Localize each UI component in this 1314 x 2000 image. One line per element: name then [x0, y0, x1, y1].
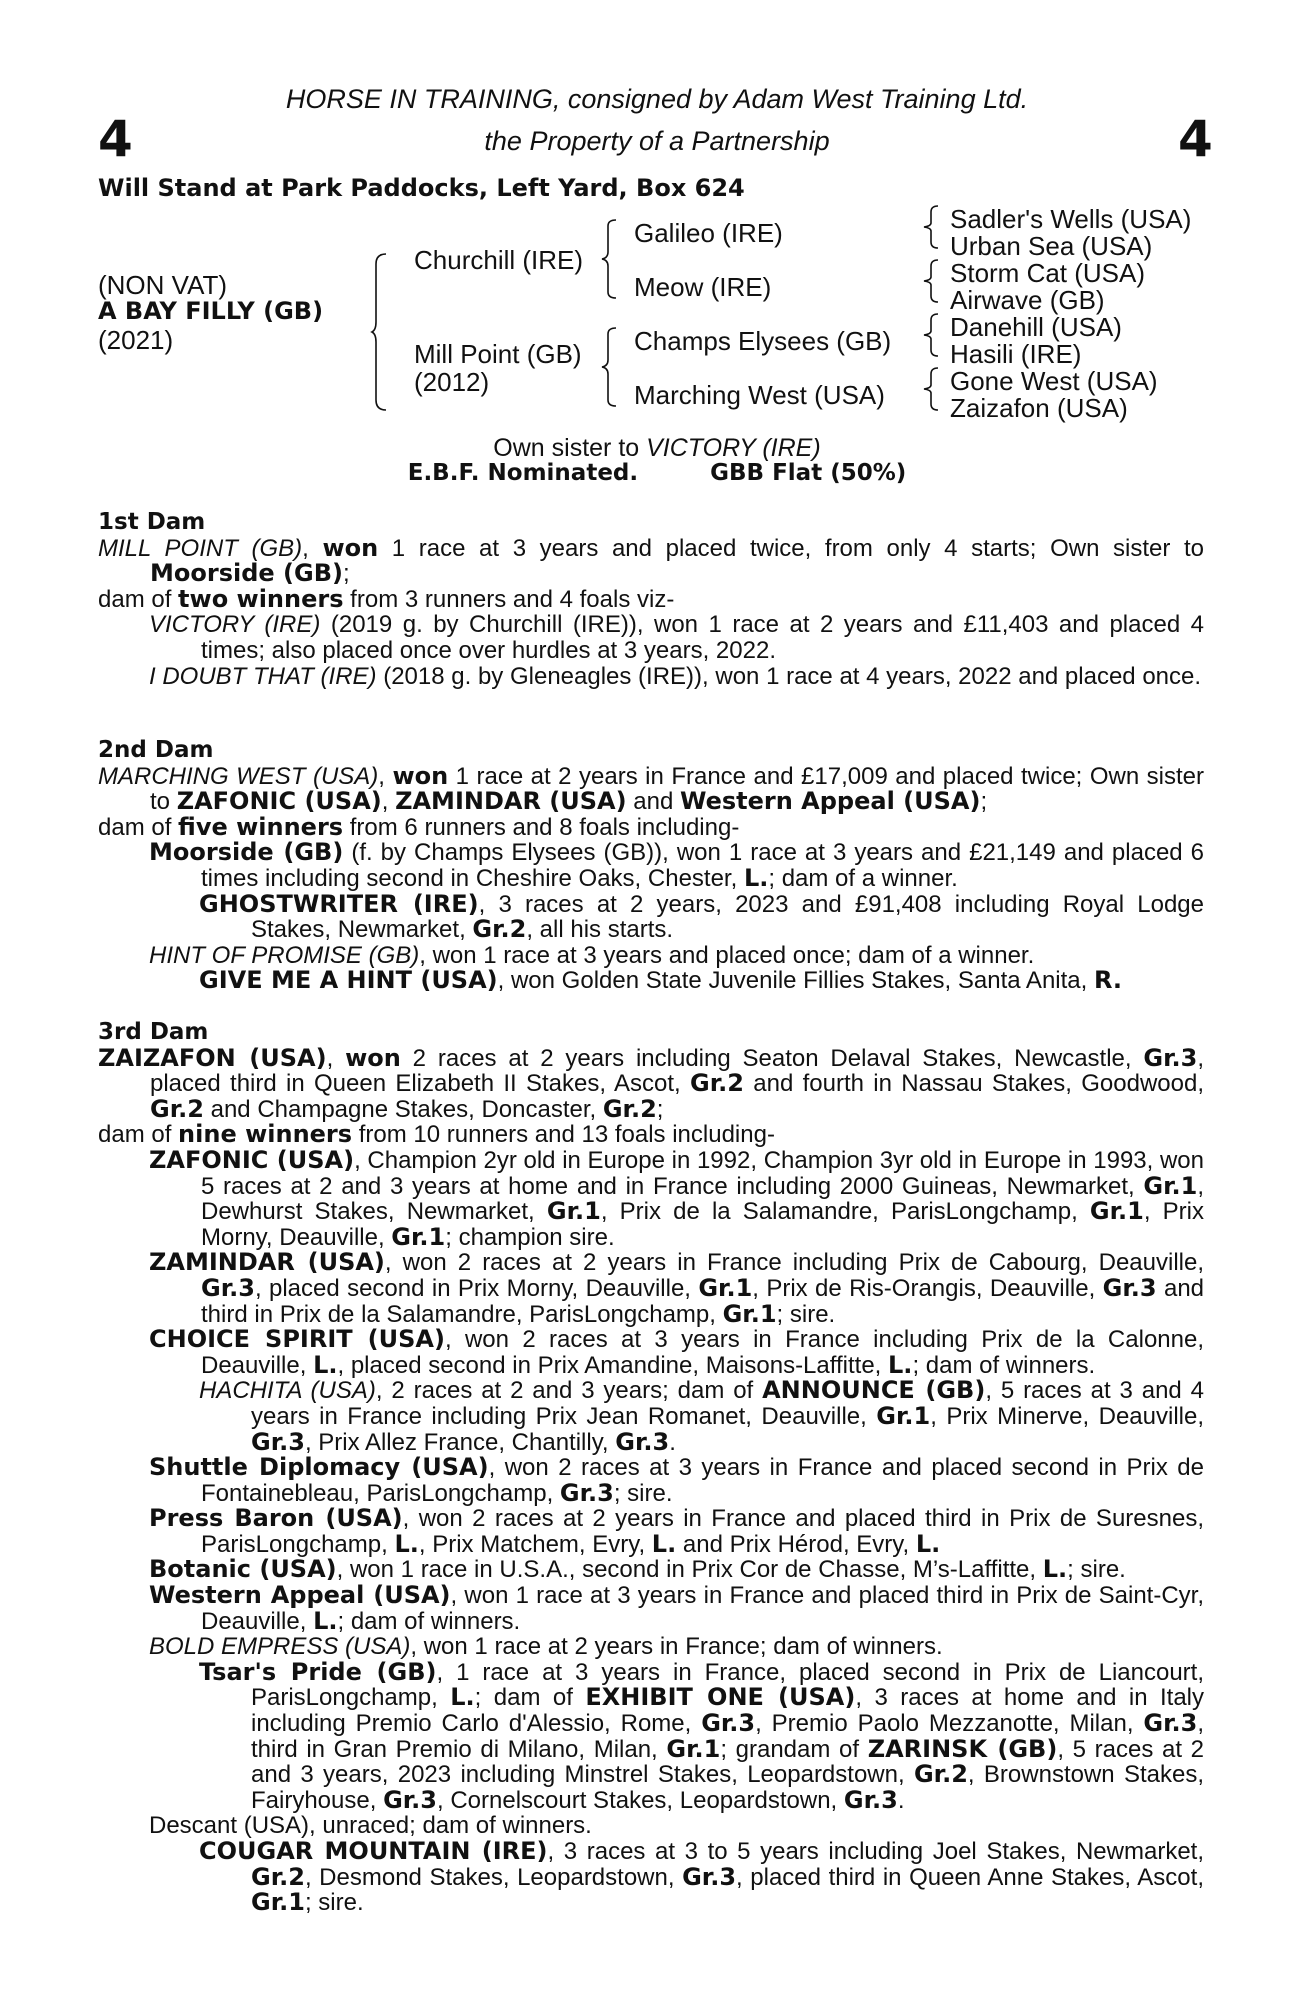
text-run: ,	[381, 788, 396, 816]
produce-record	[98, 1327, 1204, 1378]
pedigree-dds: Gone West (USA)	[950, 366, 1158, 396]
text-run: , won 2 races at 3 years in France including Prix de la Calonne, Deauville,	[201, 1326, 1205, 1379]
pedigree-ssd: Urban Sea (USA)	[950, 231, 1153, 261]
bold-text: Gr.1	[1089, 1197, 1144, 1226]
text-run: , third in Gran Premio di Milano, Milan,	[251, 1710, 1204, 1763]
bold-text: Gr.3	[251, 1427, 305, 1456]
bold-text: L.	[313, 1350, 338, 1379]
pedigree-sds: Storm Cat (USA)	[950, 258, 1146, 288]
vat-status: (NON VAT)	[98, 270, 228, 300]
bold-text: Gr.3	[1143, 1043, 1198, 1072]
text-run: ; dam of a winner.	[768, 864, 958, 892]
text-run: , won Golden State Juvenile Fillies Stakes, Santa Anita,	[497, 967, 1094, 995]
text-run: dam of	[98, 585, 179, 613]
stand-location: Will Stand at Park Paddocks, Left Yard, Box 624	[98, 174, 745, 202]
text-run: .	[897, 1786, 905, 1814]
bold-text: Gr.1	[391, 1222, 446, 1251]
bold-text: Gr.2	[602, 1094, 657, 1123]
bold-text: Gr.2	[913, 1760, 968, 1789]
pedigree-brace-horse	[372, 252, 392, 412]
bold-text: L.	[743, 863, 769, 892]
bold-text: Tsar's Pride (GB)	[199, 1657, 437, 1686]
produce-record	[98, 1378, 1204, 1455]
produce-record	[98, 1634, 1204, 1660]
text-run: , placed second in Prix Amandine, Maisons-Laffitte,	[337, 1351, 889, 1379]
bold-text: Gr.1	[698, 1273, 753, 1302]
bold-text: two winners	[178, 584, 344, 613]
consignor-line: HORSE IN TRAINING, consigned by Adam West Training Ltd.	[285, 84, 1029, 114]
produce-record	[98, 1657, 1205, 1814]
bold-text: Western Appeal (USA)	[679, 787, 981, 816]
text-run: and	[626, 788, 680, 816]
text-run: ; sire.	[776, 1300, 836, 1328]
text-run: , 3 races at home and in Italy including Premio Carlo d'Alessio, Rome,	[251, 1684, 1205, 1738]
produce-record	[98, 1813, 1204, 1839]
text-run: and Champagne Stakes, Doncaster,	[203, 1095, 603, 1123]
text-run: , Prix Allez France, Chantilly,	[304, 1428, 616, 1456]
pedigree-dam-year: (2012)	[414, 367, 490, 397]
gbb-flat: GBB Flat (50%)	[710, 460, 907, 486]
text-run: ;	[980, 788, 988, 816]
text-run: ;	[656, 1095, 664, 1123]
dam-paragraph	[98, 1043, 1205, 1123]
text-run: .	[669, 1428, 676, 1456]
produce-record	[98, 1557, 1204, 1583]
own-sister-note	[0, 434, 1314, 463]
text-run: ; sire.	[304, 1889, 364, 1917]
text-run: ; dam of	[474, 1684, 586, 1712]
italic-text: VICTORY (IRE)	[149, 611, 321, 639]
produce-record	[98, 1583, 1204, 1634]
horse-name: A BAY FILLY (GB)	[98, 297, 324, 325]
produce-record	[98, 1250, 1204, 1327]
bold-text: Gr.1	[546, 1197, 601, 1226]
pedigree-dam-sire: Champs Elysees (GB)	[634, 326, 892, 356]
produce-record	[98, 889, 1204, 944]
text-run: , Dewhurst Stakes, Newmarket,	[201, 1172, 1204, 1226]
bold-text: ZAMINDAR (USA)	[149, 1248, 385, 1277]
third-dam-section	[98, 1020, 1204, 1916]
italic-text: I DOUBT THAT (IRE)	[149, 662, 377, 690]
text-run: ; champion sire.	[445, 1223, 615, 1251]
text-run: , placed second in Prix Morny, Deauville,	[254, 1274, 699, 1302]
pedigree-dam: Mill Point (GB)	[414, 339, 582, 369]
bold-text: Gr.3	[383, 1785, 437, 1814]
bold-text: Gr.3	[201, 1273, 255, 1302]
text-run: , 3 races at 2 years, 2023 and £91,408 including Royal Lodge Stakes, Newmarket,	[251, 890, 1204, 944]
bold-text: Gr.3	[843, 1785, 898, 1814]
bold-text: Moorside (GB)	[150, 559, 343, 588]
dam-paragraph	[98, 584, 1204, 613]
text-run: ; sire.	[1067, 1556, 1126, 1584]
bold-text: ZARINSK (GB)	[867, 1734, 1058, 1763]
text-run: 1 race at 3 years and placed twice, from only 4 starts; Own sister to	[378, 534, 1204, 562]
pedigree-dsd: Hasili (IRE)	[950, 339, 1082, 369]
text-run: dam of	[98, 1121, 179, 1149]
text-run: (f. by Champs Elysees (GB)), won 1 race at 3 years and £21,149 and placed 6 times including second in Cheshire Oaks, Chester,	[201, 839, 1205, 892]
text-run: , Cornelscourt Stakes, Leopardstown,	[437, 1786, 844, 1814]
bold-text: Press Baron (USA)	[149, 1504, 403, 1533]
produce-record	[98, 1839, 1204, 1916]
text-run: 2 races at 2 years including Seaton Delaval Stakes, Newcastle,	[400, 1044, 1144, 1072]
text-run: from 10 runners and 13 foals including-	[352, 1121, 775, 1149]
pedigree-brace-sire	[602, 218, 622, 300]
bold-text: L.	[394, 1529, 419, 1558]
text-run: ,	[302, 534, 323, 562]
bold-text: ZAMINDAR (USA)	[395, 787, 627, 816]
text-run: , Prix Minerve, Deauville,	[930, 1402, 1205, 1430]
ebf-nomination: E.B.F. Nominated.	[407, 460, 639, 486]
produce-record	[98, 968, 1204, 994]
pedigree-sdd: Airwave (GB)	[950, 285, 1105, 315]
produce-record	[98, 1455, 1204, 1506]
bold-text: R.	[1093, 966, 1123, 995]
text-run: , Prix de Ris-Orangis, Deauville,	[752, 1274, 1103, 1302]
pedigree-sire-dam: Meow (IRE)	[634, 272, 772, 302]
bold-text: Gr.3	[1102, 1273, 1157, 1302]
second-dam-heading: 2nd Dam	[98, 737, 214, 763]
produce-record	[98, 1506, 1204, 1557]
text-run: and third in Prix de la Salamandre, ParisLongchamp,	[201, 1274, 1205, 1328]
text-run: , Brownstown Stakes, Fairyhouse,	[251, 1761, 1205, 1814]
bold-text: Gr.3	[559, 1478, 614, 1507]
first-dam-heading: 1st Dam	[98, 509, 206, 535]
bold-text: nine winners	[178, 1120, 353, 1149]
bold-text: L.	[1042, 1555, 1068, 1584]
produce-record	[98, 943, 1204, 969]
dam-paragraph	[98, 1122, 1204, 1148]
bold-text: Gr.2	[472, 915, 527, 944]
text-run: ; dam of winners.	[337, 1607, 521, 1635]
bold-text: five winners	[178, 812, 344, 841]
dam-paragraph	[98, 533, 1204, 588]
bold-text: Gr.3	[615, 1427, 670, 1456]
text-run: ,	[326, 1044, 346, 1072]
text-run: , placed third in Queen Elizabeth II Stakes, Ascot,	[150, 1044, 1205, 1098]
bold-text: L.	[651, 1529, 677, 1558]
text-run: , Prix de la Salamandre, ParisLongchamp,	[600, 1198, 1090, 1226]
own-sister-prefix: Own sister to	[493, 434, 647, 462]
pedigree-sire: Churchill (IRE)	[414, 245, 584, 275]
own-sister-name: VICTORY (IRE)	[646, 434, 821, 462]
italic-text: MARCHING WEST (USA)	[98, 762, 379, 790]
text-run: and Prix Hérod, Evry,	[676, 1530, 916, 1558]
bold-text: L.	[888, 1350, 913, 1379]
produce-record	[98, 612, 1204, 663]
produce-record	[98, 1145, 1205, 1251]
text-run: , 5 races at 2 and 3 years, 2023 including Minstrel Stakes, Leopardstown,	[251, 1735, 1204, 1789]
horse-year: (2021)	[98, 325, 174, 355]
text-run: (2019 g. by Churchill (IRE)), won 1 race at 2 years and £11,403 and placed 4 times; also placed once over hurdles at 3 years, 2022.	[201, 611, 1204, 664]
text-run: ;	[342, 560, 350, 588]
text-run: , all his starts.	[526, 916, 674, 944]
bold-text: L.	[450, 1683, 475, 1712]
bold-text: L.	[915, 1529, 941, 1558]
text-run: , 3 races at 3 to 5 years including Joel Stakes, Newmarket,	[547, 1838, 1205, 1865]
text-run: , Premio Paolo Mezzanotte, Milan,	[755, 1710, 1144, 1738]
lot-number-right: 4	[1178, 110, 1213, 168]
text-run: from 3 runners and 4 foals viz-	[343, 585, 675, 613]
bold-text: GHOSTWRITER (IRE)	[199, 889, 479, 918]
bold-text: COUGAR MOUNTAIN (IRE)	[199, 1837, 548, 1865]
bold-text: Moorside (GB)	[149, 838, 344, 867]
bold-text: Gr.2	[251, 1862, 305, 1891]
nomination-line	[0, 460, 1314, 486]
bold-text: won	[392, 761, 449, 790]
text-run: , Prix Morny, Deauville,	[201, 1198, 1205, 1251]
bold-text: Gr.3	[701, 1709, 756, 1738]
text-run: , 5 races at 3 and 4 years in France including Prix Jean Romanet, Deauville,	[251, 1377, 1204, 1430]
text-run: , won 2 races at 2 years in France including Prix de Cabourg, Deauville,	[384, 1249, 1204, 1277]
italic-text: HACHITA (USA)	[199, 1377, 376, 1405]
produce-record	[98, 840, 1204, 891]
bold-text: Gr.2	[150, 1094, 204, 1123]
bold-text: L.	[313, 1606, 338, 1635]
bold-text: ANNOUNCE (GB)	[762, 1376, 986, 1405]
dam-paragraph	[98, 812, 1204, 841]
pedigree-dss: Danehill (USA)	[950, 312, 1122, 342]
pedigree-dam-dam: Marching West (USA)	[634, 380, 885, 410]
bold-text: ZAFONIC (USA)	[176, 787, 382, 816]
text-run: , Prix Matchem, Evry,	[418, 1530, 652, 1558]
bold-text: Gr.3	[682, 1862, 737, 1891]
text-run: ; sire.	[613, 1479, 673, 1507]
bold-text: won	[345, 1043, 401, 1072]
text-run: and fourth in Nassau Stakes, Goodwood,	[743, 1070, 1204, 1098]
text-run: ; dam of winners.	[912, 1351, 1096, 1379]
bold-text: Western Appeal (USA)	[149, 1581, 451, 1610]
first-dam-section	[98, 510, 1204, 689]
bold-text: won	[322, 533, 379, 562]
bold-text: Gr.1	[251, 1888, 305, 1917]
bold-text: Gr.3	[1143, 1709, 1198, 1738]
bold-text: ZAIZAFON (USA)	[98, 1043, 327, 1072]
text-run: , won 2 races at 2 years in France and placed third in Prix de Suresnes, ParisLongchamp,	[201, 1505, 1204, 1558]
text-run: , won 1 race in U.S.A., second in Prix Cor de Chasse, M’s-Laffitte,	[336, 1556, 1043, 1584]
text-run: (2018 g. by Gleneagles (IRE)), won 1 race at 4 years, 2022 and placed once.	[376, 662, 1202, 690]
bold-text: Shuttle Diplomacy (USA)	[149, 1453, 489, 1482]
pedigree-sire-sire: Galileo (IRE)	[634, 218, 783, 248]
text-run: , placed third in Queen Anne Stakes, Ascot,	[736, 1863, 1204, 1891]
text-run: ,	[378, 762, 393, 790]
text-run: , won 2 races at 3 years in France and placed second in Prix de Fontainebleau, ParisLongchamp,	[201, 1454, 1204, 1507]
pedigree-sss: Sadler's Wells (USA)	[950, 204, 1192, 234]
text-run: , won 1 race at 3 years in France and placed third in Prix de Saint-Cyr, Deauville,	[201, 1582, 1205, 1635]
text-run: , Desmond Stakes, Leopardstown,	[304, 1863, 683, 1891]
italic-text: MILL POINT (GB)	[98, 534, 303, 562]
pedigree-ddd: Zaizafon (USA)	[950, 393, 1128, 423]
text-run: , 1 race at 3 years in France, placed second in Prix de Liancourt, ParisLongchamp,	[251, 1658, 1205, 1712]
bold-text: Gr.1	[666, 1734, 721, 1763]
produce-record	[98, 664, 1204, 690]
italic-text: HINT OF PROMISE (GB)	[149, 941, 420, 969]
dam-paragraph	[98, 761, 1204, 816]
bold-text: EXHIBIT ONE (USA)	[585, 1683, 856, 1712]
second-dam-section	[98, 738, 1204, 994]
text-run: , Champion 2yr old in Europe in 1992, Champion 3yr old in Europe in 1993, won 5 races at 2 and 3 years at home and in France including 2000 Guineas, Newmarket,	[201, 1146, 1205, 1200]
lot-number-left: 4	[98, 110, 133, 168]
bold-text: CHOICE SPIRIT (USA)	[149, 1325, 445, 1354]
text-run: Descant (USA), unraced; dam of winners.	[149, 1812, 592, 1840]
text-run: , won 1 race at 2 years in France; dam of winners.	[410, 1633, 943, 1661]
bold-text: GIVE ME A HINT (USA)	[199, 966, 498, 995]
bold-text: Gr.1	[1143, 1171, 1198, 1200]
text-run: ; grandam of	[720, 1735, 868, 1763]
italic-text: BOLD EMPRESS (USA)	[149, 1633, 411, 1661]
text-run: , won 1 race at 3 years and placed once; dam of a winner.	[419, 941, 1035, 969]
third-dam-heading: 3rd Dam	[98, 1019, 209, 1045]
text-run: , 2 races at 2 and 3 years; dam of	[375, 1377, 763, 1405]
pedigree-brace-dam	[602, 326, 622, 408]
bold-text: ZAFONIC (USA)	[149, 1145, 355, 1174]
text-run: 1 race at 2 years in France and £17,009 and placed twice; Own sister to	[150, 762, 1204, 816]
text-run: from 6 runners and 8 foals including-	[343, 813, 740, 841]
bold-text: Gr.1	[876, 1401, 931, 1430]
property-line: the Property of a Partnership	[484, 126, 830, 156]
text-run: dam of	[98, 813, 179, 841]
bold-text: Botanic (USA)	[149, 1555, 337, 1584]
bold-text: Gr.2	[690, 1069, 744, 1098]
bold-text: Gr.1	[722, 1299, 777, 1328]
